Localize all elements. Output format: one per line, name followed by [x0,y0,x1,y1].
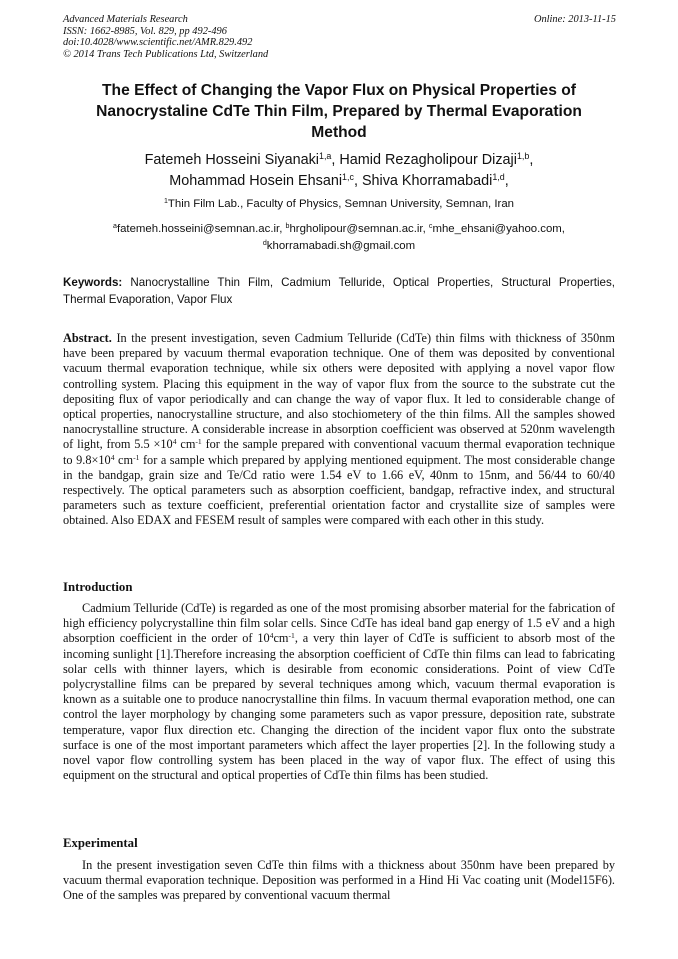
author-name: Shiva Khorramabadi [361,173,493,189]
abstract-label: Abstract. [63,331,112,345]
author-separator: , [504,173,509,189]
email-link[interactable]: fatemeh.hosseini@semnan.ac.ir, [116,223,286,235]
affiliation-superscript: 1 [164,198,168,206]
introduction-text: , a very thin layer of CdTe is sufficient to absorb most of the incoming sunlight [1].Therefore increasing the absorption coefficient of CdTe thin films can lead to fabricating solar cells with thinner layers, which is desirable from economic considerations. Point of view CdTe polycrystalline films can be prepared by several techniques among which, vacuum thermal evaporation is known as a suitable one to produce nanocrystalline thin films. In vacuum thermal evaporation method, one can control the layer morphology by changing some parameters such as vapor pressure, deposition rate, substrate temperature, vapor flux direction etc. Changing the direction of the incident vapor flux onto the substrate surface is one of the most important parameters which affect the layer properties [2]. In the following study a novel vapor flow controlling system has been placed in the way of vapor flux. The effect of using this equipment on the structural and optical properties of CdTe thin films has been studied. [63,631,615,783]
exponent: -1 [133,452,140,462]
unit: cm [273,631,289,646]
introduction-heading: Introduction [63,580,133,594]
unit: cm [114,452,134,467]
email-superscript: a [113,223,117,231]
author-separator: , [529,152,534,168]
abstract-block [63,331,615,529]
author-name: Hamid Rezagholipour Dizaji [339,152,517,168]
email-link[interactable]: mhe_ehsani@yahoo.com, [432,223,565,235]
exponent: 4 [172,437,177,447]
abstract-text: for the sample prepared with conventional vacuum thermal evaporation technique to 9.8×10 [63,437,615,467]
email-link[interactable]: hrgholipour@semnan.ac.ir, [289,223,429,235]
keywords-label: Keywords: [63,276,123,289]
experimental-text: In the present investigation seven CdTe thin films with a thickness about 350nm have been prepared by vacuum thermal evaporation technique. Deposition was performed in a Hind Hi Vac coating unit (Model15F6). One of the samples was prepared by conventional vacuum thermal [63,858,615,903]
abstract-text: In the present investigation, seven Cadmium Telluride (CdTe) thin films with thickness of 350nm have been prepared by vacuum thermal evaporation technique. One of them was deposited by conventional vacuum thermal evaporation technique, while six others were deposited with applying a novel vapor flow controlling system. Placing this equipment in the way of vapor flux from the source to the substrate cut the depositing flux of vapor periodically and can change the way of vapor flux. It led to considerable change of optical properties, nanocrystalline structure, and also stochiometery of the thin films. All the samples showed nanocrystalline structure. A considerable increase in absorption coefficient was observed at 520nm wavelength of light, from 5.5 ×10 [63,331,616,452]
affiliation [60,197,618,212]
exponent: -1 [288,631,295,641]
author-list [60,150,618,192]
exponent: 4 [269,631,274,641]
abstract-text: for a sample which prepared by applying mentioned equipment. The most considerable change in the bandgap, grain size and Te/Cd ratio were 1.54 eV to 1.66 eV, 40nm to 15nm, and 56/44 to 60/40 respectively. The optical parameters such as absorption coefficient, bandgap, refractive index, and structural parameters such as texture coefficient, preferential orientation factor and crystallite size of samples were obtained. Also EDAX and FESEM result of samples were compared with each other in this study. [63,452,615,528]
journal-name: Advanced Materials Research [63,14,188,25]
doi-line: doi:10.4028/www.scientific.net/AMR.829.492 [63,37,253,49]
online-date: Online: 2013-11-15 [533,14,616,25]
author-separator: , [331,152,340,168]
affiliation-text: Thin Film Lab., Faculty of Physics, Semnan University, Semnan, Iran [167,198,514,210]
journal-header [63,14,616,60]
email-superscript: c [428,223,433,231]
keywords-block [63,275,615,308]
author-superscript: 1,d [492,172,505,183]
introduction-text: Cadmium Telluride (CdTe) is regarded as one of the most promising absorber material for the fabrication of high efficiency polycrystalline thin film solar cells. Since CdTe has ideal band gap energy of 1.5 eV and a high absorption coefficient in the order of 10 [63,601,615,646]
experimental-body [63,858,615,904]
author-superscript: 1,c [342,172,354,183]
author-name: Mohammad Hosein Ehsani [169,173,343,189]
experimental-heading: Experimental [63,836,138,850]
email-list [70,221,608,255]
email-link[interactable]: khorramabadi.sh@gmail.com [266,240,416,252]
keywords-text: Nanocrystalline Thin Film, Cadmium Telluride, Optical Properties, Structural Properties, Thermal Evaporation, Vapor Flux [63,276,615,306]
introduction-body [63,601,615,783]
exponent: -1 [195,437,202,447]
copyright-line: © 2014 Trans Tech Publications Ltd, Switzerland [63,48,269,60]
author-name: Fatemeh Hosseini Siyanaki [144,152,319,168]
email-superscript: d [262,240,267,248]
author-superscript: 1,a [319,151,332,162]
exponent: 4 [110,452,115,462]
email-superscript: b [285,223,290,231]
paper-title: The Effect of Changing the Vapor Flux on Physical Properties of Nanocrystaline CdTe Thin Film, Prepared by Thermal Evaporation Method [96,82,582,141]
author-superscript: 1,b [516,151,530,162]
author-separator: , [353,173,362,189]
issn-line: ISSN: 1662-8985, Vol. 829, pp 492-496 [63,25,227,37]
unit: cm [176,437,196,452]
